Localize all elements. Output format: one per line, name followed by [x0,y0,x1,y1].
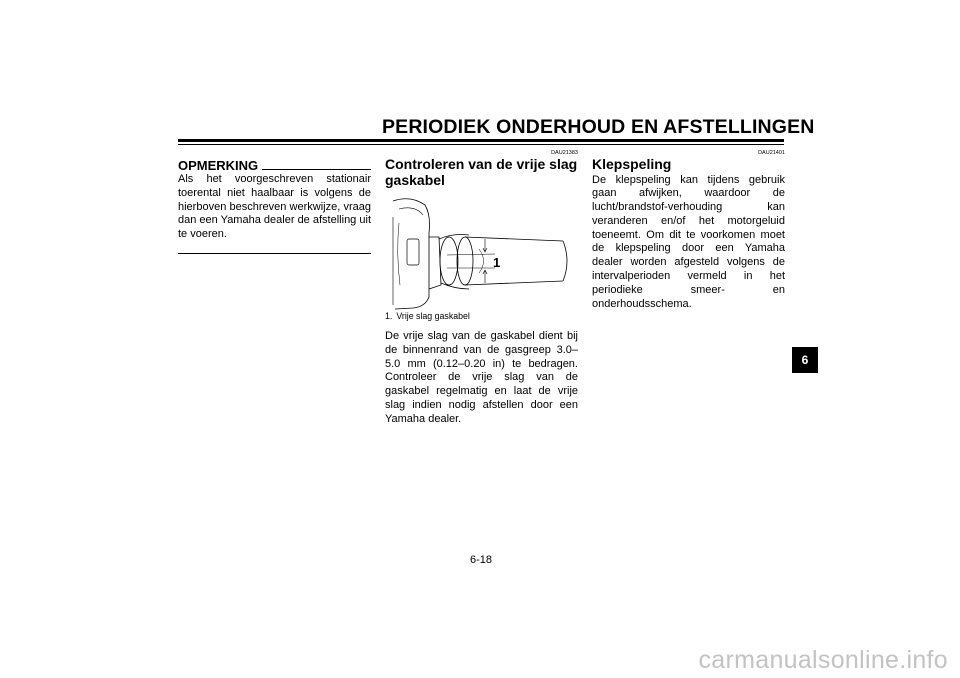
page-number: 6-18 [469,554,493,566]
chapter-tab: 6 [792,347,818,373]
throttle-grip-drawing [385,193,578,311]
section-code: DAU21383 [551,150,578,156]
header-rule-thin [178,144,784,145]
page-header-title: PERIODIEK ONDERHOUD EN AFSTELLINGEN [382,116,815,138]
note-text: Als het voorgeschreven stationair toerental niet haalbaar is volgens de hierboven beschreven werkwijze, vraag dan een Yamaha dealer de afstelling uit te voeren. [178,173,371,241]
note-heading-rule [262,169,371,170]
header-rule-thick [178,139,784,142]
throttle-grip-illustration [385,193,578,311]
note-end-rule [178,253,371,254]
valve-body-text: De klepspeling kan tijdens gebruik gaan afwijken, waardoor de lucht/brandstof-verhouding kan veranderen en/of het motorgeluid toeneemt. Om dit te voorkomen moet de klepspeling door een Yamaha dealer worden afgesteld volgens de intervalperioden vermeld in het periodieke smeer- en onderhoudsschema. [592,173,785,310]
middle-column [385,150,578,427]
section-title-valve: Klepspeling [592,156,672,172]
note-heading [178,158,371,173]
caption-text: Vrije slag gaskabel [396,311,470,321]
left-column [178,150,371,254]
throttle-body-text: De vrije slag van de gaskabel dient bij de binnenrand van de gasgreep 3.0–5.0 mm (0.12–0.20 in) te bedragen. Controleer de vrije slag van de gaskabel regelmatig en laat de vrije slag indien nodig afstellen door een Yamaha dealer. [385,330,578,425]
watermark: carmanualsonline.info [698,646,948,674]
caption-number: 1. [385,311,393,321]
section-code: DAU21401 [758,150,785,156]
figure-caption [385,311,578,322]
section-title-throttle: Controleren van de vrije slag gaskabel [385,156,578,188]
right-column [592,150,785,311]
note-title: OPMERKING [178,158,259,173]
figure-callout-1: 1 [493,255,501,270]
